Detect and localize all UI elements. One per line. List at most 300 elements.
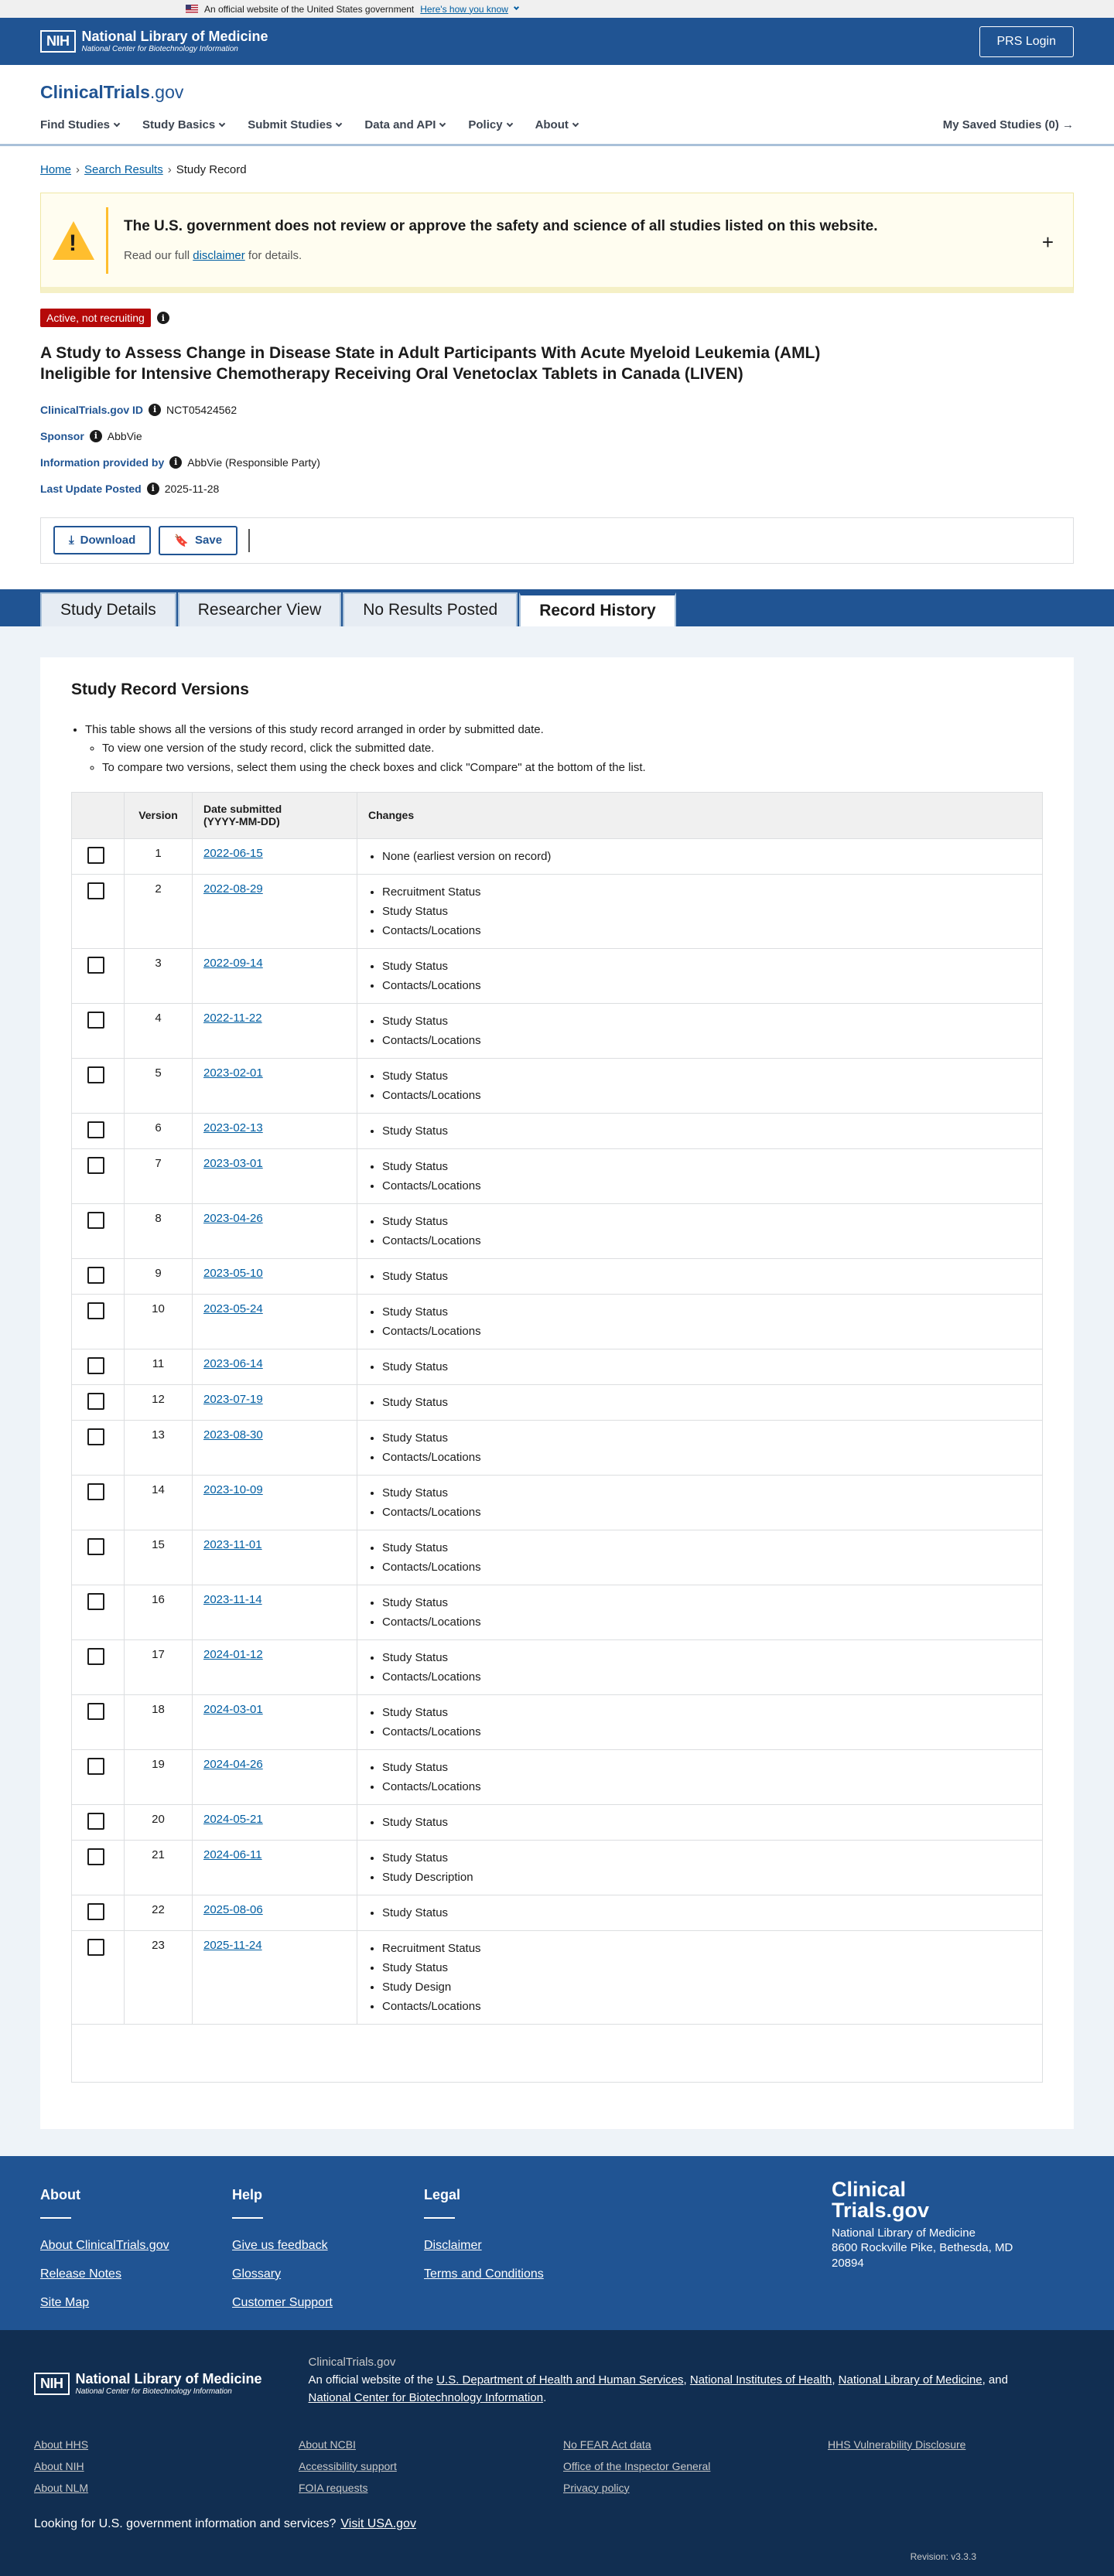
version-number: 8 — [125, 1203, 193, 1258]
version-date-link[interactable]: 2024-04-26 — [203, 1757, 263, 1771]
change-item: • Study Status — [382, 1121, 1031, 1141]
date-cell — [193, 1420, 357, 1475]
footer-col-about — [40, 2187, 232, 2330]
version-date-link[interactable]: 2024-03-01 — [203, 1702, 263, 1716]
version-date-link[interactable]: 2025-11-24 — [203, 1938, 262, 1952]
sponsor-value: AbbVie — [107, 429, 142, 442]
version-date-link[interactable]: 2023-05-10 — [203, 1266, 263, 1280]
my-saved-studies-link[interactable] — [943, 118, 1074, 131]
study-title: A Study to Assess Change in Disease State in Adult Participants With Acute Myeloid Leukemia (AML) Ineligible for Intensive Chemotherapy Receiving Oral Venetoclax Tablets in Canada (LIVEN) — [40, 344, 821, 384]
bookmark-icon: 🔖 — [174, 534, 189, 548]
change-item: • None (earliest version on record) — [382, 847, 1031, 866]
select-cell — [72, 1113, 125, 1148]
version-number: 9 — [125, 1258, 193, 1294]
table-row — [72, 1694, 1043, 1749]
version-checkbox[interactable] — [87, 957, 104, 974]
footer-link-release-notes[interactable]: Release Notes — [40, 2267, 121, 2281]
footer-ct-logo[interactable] — [832, 2179, 1052, 2221]
info-icon[interactable]: i — [149, 404, 161, 416]
footer-link-terms[interactable]: Terms and Conditions — [424, 2267, 544, 2281]
disclaimer-pre: Read our full — [124, 249, 190, 262]
change-item: • Study Status — [382, 1483, 1031, 1503]
changes-cell — [357, 1585, 1043, 1639]
nlm-logo[interactable] — [40, 29, 268, 53]
footer-gov-links — [34, 2438, 1080, 2494]
link-nlm[interactable]: National Library of Medicine — [838, 2373, 982, 2387]
save-label: Save — [195, 534, 223, 548]
change-item: • Study Status — [382, 1066, 1031, 1086]
version-date-link[interactable]: 2023-06-14 — [203, 1356, 263, 1370]
changes-cell — [357, 1475, 1043, 1530]
version-checkbox[interactable] — [87, 1483, 104, 1500]
version-date-link[interactable]: 2023-10-09 — [203, 1482, 263, 1496]
select-cell — [72, 838, 125, 874]
changes-list — [368, 1066, 1031, 1105]
disclaimer-divider — [106, 207, 108, 274]
version-number: 18 — [125, 1694, 193, 1749]
version-checkbox[interactable] — [87, 1393, 104, 1410]
ncbi-name: National Center for Biotechnology Information — [75, 2387, 232, 2397]
disclaimer-link[interactable]: disclaimer — [193, 249, 245, 262]
disclaimer-title: The U.S. government does not review or approve the safety and science of all studies listed on this website. — [124, 218, 878, 234]
changes-list — [368, 1483, 1031, 1522]
date-cell — [193, 1840, 357, 1895]
link-nih[interactable]: National Institutes of Health — [689, 2373, 832, 2387]
table-row — [72, 1749, 1043, 1804]
chevron-down-icon — [439, 120, 446, 126]
select-cell — [72, 1749, 125, 1804]
version-checkbox[interactable] — [87, 1703, 104, 1720]
version-number: 15 — [125, 1530, 193, 1585]
version-checkbox[interactable] — [87, 847, 104, 864]
changes-cell — [357, 1113, 1043, 1148]
version-date-link[interactable]: 2024-06-11 — [203, 1848, 262, 1861]
version-date-link[interactable]: 2024-05-21 — [203, 1812, 263, 1826]
changes-cell — [357, 874, 1043, 948]
version-checkbox[interactable] — [87, 1903, 104, 1920]
changes-list — [368, 882, 1031, 940]
intro-item — [85, 721, 1043, 778]
breadcrumb-separator-icon: › — [167, 163, 172, 176]
download-button[interactable] — [53, 526, 151, 554]
date-cell — [193, 1804, 357, 1840]
changes-cell — [357, 1530, 1043, 1585]
version-number: 14 — [125, 1475, 193, 1530]
info-icon[interactable]: i — [147, 483, 159, 495]
date-cell — [193, 1113, 357, 1148]
version-number: 10 — [125, 1294, 193, 1349]
action-divider — [248, 529, 250, 552]
version-date-link[interactable]: 2022-09-14 — [203, 956, 263, 970]
link-privacy[interactable]: Privacy policy — [563, 2481, 630, 2494]
col-version: Version — [125, 792, 193, 838]
date-cell — [193, 1003, 357, 1058]
link-ncbi[interactable]: National Center for Biotechnology Information — [308, 2391, 544, 2405]
footer-col-title: About — [40, 2187, 232, 2219]
changes-list — [368, 1212, 1031, 1250]
changes-cell — [357, 1384, 1043, 1420]
link-foia[interactable]: FOIA requests — [299, 2481, 368, 2494]
date-cell — [193, 1148, 357, 1203]
footer-top — [0, 2156, 1114, 2330]
version-number: 4 — [125, 1003, 193, 1058]
col-date-format: (YYYY-MM-DD) — [203, 815, 280, 828]
version-date-link[interactable]: 2025-08-06 — [203, 1902, 263, 1916]
clinicaltrials-logo[interactable] — [40, 65, 1074, 103]
version-number: 13 — [125, 1420, 193, 1475]
version-checkbox[interactable] — [87, 1428, 104, 1445]
select-cell — [72, 1530, 125, 1585]
tab-study-details[interactable]: Study Details — [40, 592, 176, 626]
empty-cell — [828, 2482, 1092, 2494]
changes-cell — [357, 1058, 1043, 1113]
table-row — [72, 1294, 1043, 1349]
footer-col-title: Legal — [424, 2187, 616, 2219]
table-row — [72, 1203, 1043, 1258]
changes-list — [368, 847, 1031, 866]
version-checkbox[interactable] — [87, 1121, 104, 1138]
date-cell — [193, 1639, 357, 1694]
version-number: 2 — [125, 874, 193, 948]
footer-link-feedback[interactable]: Give us feedback — [232, 2238, 328, 2252]
table-row — [72, 874, 1043, 948]
table-row — [72, 1585, 1043, 1639]
col-date-label: Date submitted — [203, 803, 282, 816]
prs-login-button[interactable]: PRS Login — [979, 26, 1075, 57]
change-item: • Contacts/Locations — [382, 1503, 1031, 1522]
version-number: 7 — [125, 1148, 193, 1203]
footer-brand-line: Trials.gov — [832, 2198, 930, 2222]
version-date-link[interactable]: 2023-04-26 — [203, 1211, 263, 1225]
nav-label: About — [535, 118, 569, 131]
link-about-hhs[interactable]: About HHS — [34, 2438, 89, 2451]
select-cell — [72, 1585, 125, 1639]
disclaimer-text — [124, 249, 878, 262]
changes-list — [368, 1538, 1031, 1577]
change-item: • Contacts/Locations — [382, 1722, 1031, 1742]
nav-label: Policy — [468, 118, 503, 131]
changes-cell — [357, 1420, 1043, 1475]
breadcrumb-search-results[interactable]: Search Results — [84, 163, 163, 176]
version-date-link[interactable]: 2023-07-19 — [203, 1392, 263, 1406]
change-item: • Contacts/Locations — [382, 1558, 1031, 1577]
meta-label: ClinicalTrials.gov ID — [40, 403, 144, 416]
table-row — [72, 1384, 1043, 1420]
footer-link-glossary[interactable]: Glossary — [232, 2267, 282, 2281]
version-number: 1 — [125, 838, 193, 874]
select-cell — [72, 1203, 125, 1258]
saved-label: My Saved Studies (0) — [942, 118, 1059, 131]
version-checkbox[interactable] — [87, 1357, 104, 1374]
version-number: 19 — [125, 1749, 193, 1804]
change-item: • Study Status — [382, 1848, 1031, 1868]
select-cell — [72, 1420, 125, 1475]
table-row — [72, 1420, 1043, 1475]
changes-list — [368, 1157, 1031, 1196]
changes-list — [368, 1428, 1031, 1467]
select-cell — [72, 1058, 125, 1113]
change-item: • Study Status — [382, 1593, 1031, 1612]
meta-info-provider — [40, 449, 1074, 476]
version-checkbox[interactable] — [87, 1212, 104, 1229]
table-row — [72, 838, 1043, 874]
link-inspector-general[interactable]: Office of the Inspector General — [563, 2459, 711, 2472]
change-item: • Study Status — [382, 1903, 1031, 1923]
date-cell — [193, 874, 357, 948]
changes-list — [368, 1593, 1031, 1632]
footer-site-name: ClinicalTrials.gov — [308, 2355, 396, 2369]
change-item: • Contacts/Locations — [382, 1031, 1031, 1050]
version-date-link[interactable]: 2024-01-12 — [203, 1647, 263, 1661]
version-number: 16 — [125, 1585, 193, 1639]
select-cell — [72, 1895, 125, 1930]
change-item: • Recruitment Status — [382, 882, 1031, 902]
change-item: • Contacts/Locations — [382, 1176, 1031, 1196]
date-cell — [193, 1058, 357, 1113]
nav-label: Submit Studies — [248, 118, 333, 131]
version-checkbox[interactable] — [87, 1848, 104, 1865]
select-cell — [72, 1694, 125, 1749]
nav-find-studies[interactable] — [40, 118, 119, 131]
footer-official-info — [309, 2353, 1028, 2407]
chevron-down-icon — [506, 120, 512, 126]
link-about-nih[interactable]: About NIH — [34, 2459, 84, 2472]
disclaimer-post: for details. — [248, 249, 302, 262]
link-about-nlm[interactable]: About NLM — [34, 2481, 89, 2494]
version-checkbox[interactable] — [87, 1066, 104, 1083]
versions-intro — [71, 721, 1043, 778]
version-date-link[interactable]: 2023-11-14 — [203, 1592, 262, 1606]
meta-label: Last Update Posted — [40, 482, 142, 495]
changes-list — [368, 1267, 1031, 1286]
footer-nlm-logo[interactable] — [34, 2361, 262, 2407]
expand-plus-icon[interactable]: + — [1041, 230, 1054, 254]
revision-text: Revision: v3.3.3 — [910, 2550, 976, 2562]
version-checkbox[interactable] — [87, 1012, 104, 1029]
version-date-link[interactable]: 2023-11-01 — [203, 1537, 262, 1551]
gov-banner — [0, 0, 1114, 18]
link-hhs-vulnerability[interactable]: HHS Vulnerability Disclosure — [828, 2438, 966, 2451]
changes-cell — [357, 1349, 1043, 1384]
version-checkbox[interactable] — [87, 1648, 104, 1665]
versions-title: Study Record Versions — [71, 680, 249, 698]
record-history-content — [0, 626, 1114, 2156]
version-number: 20 — [125, 1804, 193, 1840]
version-date-link[interactable]: 2023-08-30 — [203, 1428, 263, 1442]
change-item: • Contacts/Locations — [382, 1448, 1031, 1467]
version-checkbox[interactable] — [87, 1593, 104, 1610]
date-cell — [193, 1930, 357, 2024]
nav-study-basics[interactable] — [142, 118, 224, 131]
link-no-fear[interactable]: No FEAR Act data — [563, 2438, 651, 2451]
nih-logo-box: NIH — [40, 30, 76, 53]
table-footer-cell — [72, 2024, 1043, 2082]
table-row — [72, 948, 1043, 1003]
changes-cell — [357, 1749, 1043, 1804]
version-number: 6 — [125, 1113, 193, 1148]
footer-official-text: An official website of the U.S. Department of Health and Human Services, National Institutes of Health, National Library of Medicine, and National Center for Biotechnology Information. — [308, 2373, 1008, 2405]
footer-link-disclaimer[interactable]: Disclaimer — [424, 2238, 482, 2252]
logo-suffix: .gov — [149, 82, 184, 102]
nav-label: Find Studies — [40, 118, 110, 131]
change-item: • Contacts/Locations — [382, 1667, 1031, 1687]
changes-list — [368, 1393, 1031, 1412]
changes-cell — [357, 1003, 1043, 1058]
chevron-down-icon[interactable] — [514, 5, 519, 10]
table-row — [72, 1349, 1043, 1384]
nav-about[interactable] — [535, 118, 578, 131]
address-line: National Library of Medicine — [832, 2226, 976, 2240]
nih-logo-box: NIH — [34, 2373, 70, 2395]
changes-list — [368, 957, 1031, 995]
version-checkbox[interactable] — [87, 1758, 104, 1775]
change-item: • Contacts/Locations — [382, 1086, 1031, 1105]
intro-sub-item: ◦ To view one version of the study record, click the submitted date. — [102, 739, 1043, 759]
versions-card — [40, 657, 1074, 2129]
version-checkbox[interactable] — [87, 1302, 104, 1319]
date-cell — [193, 1384, 357, 1420]
tab-no-results-posted[interactable]: No Results Posted — [343, 592, 518, 626]
table-row — [72, 1113, 1043, 1148]
last-update-value: 2025-11-28 — [164, 482, 220, 495]
nav-data-and-api[interactable] — [364, 118, 445, 131]
footer-link-site-map[interactable]: Site Map — [40, 2295, 90, 2309]
date-cell — [193, 1585, 357, 1639]
breadcrumb-home[interactable]: Home — [40, 163, 72, 176]
change-item: • Study Status — [382, 957, 1031, 976]
ncbi-name: National Center for Biotechnology Information — [81, 44, 238, 53]
download-icon: ⤓ — [69, 534, 74, 548]
version-date-link[interactable]: 2022-06-15 — [203, 846, 263, 860]
table-footer-row — [72, 2024, 1043, 2082]
arrow-right-icon: → — [1062, 118, 1074, 131]
select-cell — [72, 1003, 125, 1058]
info-icon[interactable]: i — [157, 312, 169, 324]
footer-brand — [832, 2179, 1052, 2271]
select-cell — [72, 948, 125, 1003]
footer-link-customer-support[interactable]: Customer Support — [232, 2295, 333, 2309]
action-box — [40, 517, 1074, 564]
changes-cell — [357, 1203, 1043, 1258]
nav-policy[interactable] — [468, 118, 511, 131]
address-line: 8600 Rockville Pike, Bethesda, MD — [832, 2241, 1013, 2255]
version-checkbox[interactable] — [87, 1538, 104, 1555]
versions-table — [71, 792, 1043, 2083]
breadcrumb-current: Study Record — [176, 163, 247, 176]
changes-list — [368, 1357, 1031, 1377]
changes-cell — [357, 1258, 1043, 1294]
changes-list — [368, 1302, 1031, 1341]
link-usa-gov[interactable]: Visit USA.gov — [340, 2516, 416, 2530]
official-and: , and — [982, 2373, 1008, 2387]
version-date-link[interactable]: 2023-02-13 — [203, 1121, 263, 1134]
version-number: 21 — [125, 1840, 193, 1895]
col-date — [193, 792, 357, 838]
empty-cell — [828, 2460, 1092, 2472]
version-checkbox[interactable] — [87, 1813, 104, 1830]
date-cell — [193, 1349, 357, 1384]
changes-list — [368, 1012, 1031, 1050]
meta-label: Information provided by — [40, 455, 165, 469]
changes-cell — [357, 1639, 1043, 1694]
changes-list — [368, 1939, 1031, 2016]
link-about-ncbi[interactable]: About NCBI — [299, 2438, 356, 2451]
version-checkbox[interactable] — [87, 1939, 104, 1956]
nav-label: Data and API — [364, 118, 436, 131]
change-item: • Contacts/Locations — [382, 1231, 1031, 1250]
save-button[interactable] — [159, 526, 237, 555]
table-row — [72, 1895, 1043, 1930]
table-row — [72, 1475, 1043, 1530]
table-row — [72, 1639, 1043, 1694]
version-checkbox[interactable] — [87, 882, 104, 899]
version-date-link[interactable]: 2022-08-29 — [203, 882, 263, 896]
select-cell — [72, 1840, 125, 1895]
info-icon[interactable]: i — [90, 430, 102, 442]
version-date-link[interactable]: 2023-02-01 — [203, 1066, 263, 1080]
intro-text: This table shows all the versions of this study record arranged in order by submitted date. — [85, 722, 544, 736]
disclaimer-alert — [40, 193, 1074, 293]
version-checkbox[interactable] — [87, 1267, 104, 1284]
link-hhs[interactable]: U.S. Department of Health and Human Services — [436, 2373, 684, 2387]
version-date-link[interactable]: 2023-05-24 — [203, 1302, 263, 1315]
footer-link-about-ct[interactable]: About ClinicalTrials.gov — [40, 2238, 169, 2252]
select-cell — [72, 1475, 125, 1530]
changes-list — [368, 1121, 1031, 1141]
change-item: • Study Status — [382, 1703, 1031, 1722]
nlm-name: National Library of Medicine — [81, 29, 268, 45]
change-item: • Study Status — [382, 1267, 1031, 1286]
changes-cell — [357, 1694, 1043, 1749]
version-checkbox[interactable] — [87, 1157, 104, 1174]
select-cell — [72, 1930, 125, 2024]
table-row — [72, 1840, 1043, 1895]
change-item: • Study Status — [382, 1012, 1031, 1031]
status-badge: Active, not recruiting — [40, 309, 151, 327]
breadcrumb-separator-icon: › — [76, 163, 80, 176]
site-header — [0, 65, 1114, 146]
us-flag-icon — [186, 5, 198, 13]
changes-cell — [357, 1930, 1043, 2024]
change-item: • Study Status — [382, 1302, 1031, 1322]
changes-cell — [357, 838, 1043, 874]
date-cell — [193, 1475, 357, 1530]
address-line: 20894 — [832, 2256, 864, 2270]
heres-how-you-know-link[interactable]: Here's how you know — [420, 3, 508, 15]
tab-researcher-view[interactable]: Researcher View — [178, 592, 342, 626]
changes-cell — [357, 1840, 1043, 1895]
change-item: • Study Status — [382, 1357, 1031, 1377]
link-accessibility[interactable]: Accessibility support — [299, 2459, 397, 2472]
table-row — [72, 1148, 1043, 1203]
chevron-down-icon — [219, 120, 225, 126]
tab-record-history[interactable]: Record History — [519, 592, 676, 626]
nav-submit-studies[interactable] — [248, 118, 341, 131]
version-number: 12 — [125, 1384, 193, 1420]
versions-body — [72, 838, 1043, 2082]
study-meta — [0, 385, 1114, 502]
footer-address — [832, 2226, 1052, 2271]
change-item: • Study Status — [382, 1538, 1031, 1558]
change-item: • Recruitment Status — [382, 1939, 1031, 1958]
footer-bottom — [0, 2330, 1114, 2576]
version-date-link[interactable]: 2022-11-22 — [203, 1011, 262, 1025]
change-item: • Study Status — [382, 1648, 1031, 1667]
chevron-down-icon — [572, 120, 579, 126]
info-icon[interactable]: i — [169, 456, 182, 469]
status-row — [0, 293, 1114, 327]
version-date-link[interactable]: 2023-03-01 — [203, 1156, 263, 1170]
